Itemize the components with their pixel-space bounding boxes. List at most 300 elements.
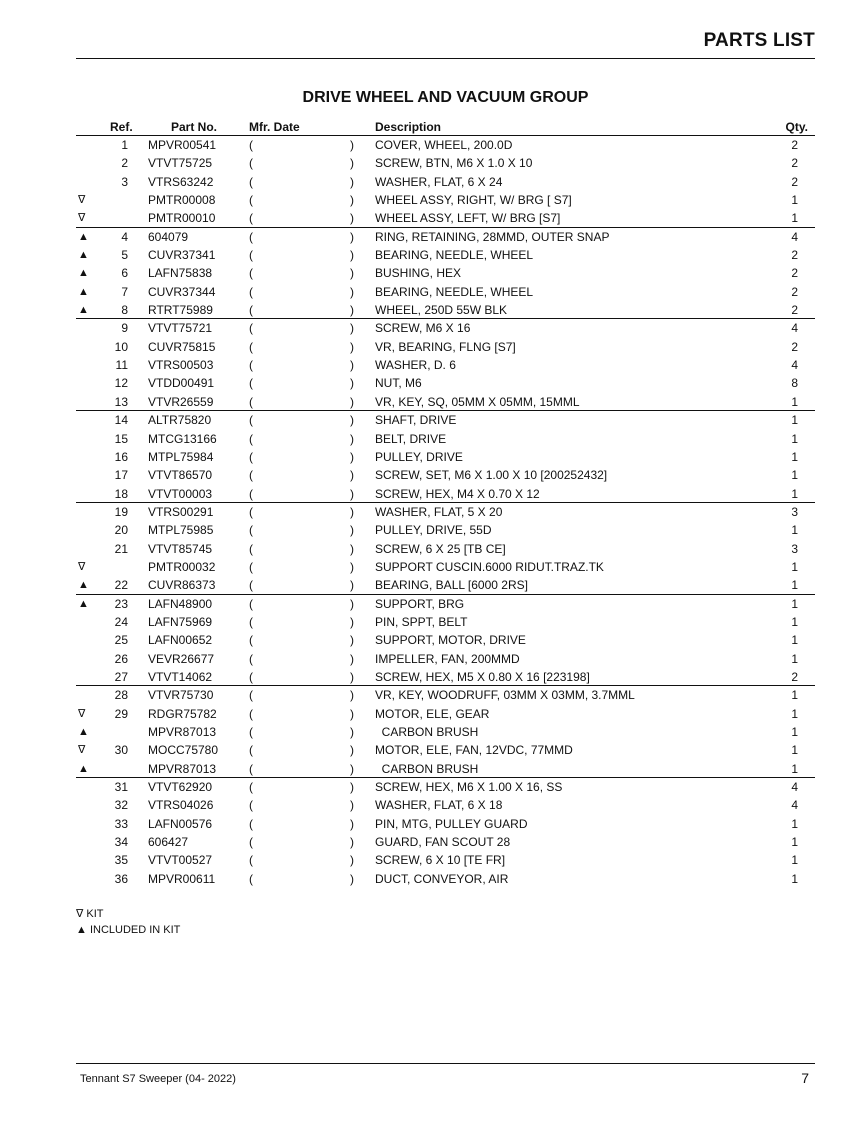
ref-number: 12 (114, 376, 128, 391)
ref-number: 13 (114, 394, 128, 409)
quantity: 1 (791, 614, 798, 629)
description: SCREW, M6 X 16 (375, 321, 471, 336)
mfr-date-close: ) (350, 339, 354, 354)
description: PIN, SPPT, BELT (375, 614, 468, 629)
kit-marker: ▲ (78, 304, 89, 317)
kit-marker: ▲ (78, 267, 89, 280)
description: WHEEL, 250D 55W BLK (375, 303, 508, 318)
table-row (76, 760, 815, 778)
part-number: VTRS63242 (148, 174, 214, 189)
mfr-date-open: ( (249, 541, 253, 556)
mfr-date-close: ) (350, 504, 354, 519)
mfr-date-close: ) (350, 614, 354, 629)
part-number: CUVR37344 (148, 284, 216, 299)
quantity: 1 (791, 486, 798, 501)
quantity: 2 (791, 138, 798, 152)
mfr-date-close: ) (350, 798, 354, 813)
mfr-date-open: ( (249, 211, 253, 226)
col-qty: Qty. (785, 120, 808, 134)
mfr-date-open: ( (249, 376, 253, 391)
mfr-date-close: ) (350, 761, 354, 776)
ref-number: 36 (114, 871, 128, 886)
mfr-date-open: ( (249, 559, 253, 574)
ref-number: 1 (121, 138, 128, 152)
kit-marker: ▲ (78, 230, 89, 243)
mfr-date-open: ( (249, 413, 253, 428)
ref-number: 4 (121, 229, 128, 244)
kit-marker: ▲ (78, 597, 89, 610)
mfr-date-close: ) (350, 358, 354, 373)
mfr-date-open: ( (249, 725, 253, 739)
mfr-date-close: ) (350, 468, 354, 483)
mfr-date-open: ( (249, 431, 253, 446)
description: BEARING, NEEDLE, WHEEL (375, 248, 534, 263)
table-row (76, 851, 815, 869)
table-row (76, 723, 815, 741)
description: RING, RETAINING, 28MMD, OUTER SNAP (375, 229, 610, 244)
quantity: 1 (791, 559, 798, 574)
mfr-date-open: ( (249, 468, 253, 483)
quantity: 2 (791, 248, 798, 263)
part-number: MPVR00611 (148, 871, 216, 886)
mfr-date-close: ) (350, 156, 354, 171)
mfr-date-open: ( (249, 321, 253, 336)
mfr-date-close: ) (350, 303, 354, 318)
part-number: MOCC75780 (148, 743, 219, 758)
quantity: 8 (791, 376, 798, 391)
description: BEARING, NEEDLE, WHEEL (375, 284, 534, 299)
table-row (76, 870, 815, 888)
table-row (76, 209, 815, 227)
quantity: 1 (791, 725, 798, 739)
legend-included-in-kit: ▲ INCLUDED IN KIT (76, 924, 181, 936)
table-row (76, 228, 815, 246)
part-number: CUVR75815 (148, 339, 216, 354)
description: VR, BEARING, FLNG [S7] (375, 339, 516, 354)
mfr-date-close: ) (350, 174, 354, 189)
part-number: MPVR87013 (148, 761, 217, 776)
part-number: VTVT75725 (148, 156, 213, 171)
quantity: 4 (791, 321, 798, 336)
header-rule (76, 58, 815, 59)
quantity: 2 (791, 669, 798, 684)
mfr-date-close: ) (350, 193, 354, 208)
description: WASHER, FLAT, 5 X 20 (375, 504, 503, 519)
quantity: 1 (791, 578, 798, 593)
description: DUCT, CONVEYOR, AIR (375, 871, 509, 886)
ref-number: 21 (114, 541, 128, 556)
mfr-date-close: ) (350, 321, 354, 336)
ref-number: 14 (114, 413, 128, 428)
part-number: PMTR00010 (148, 211, 216, 226)
ref-number: 17 (114, 468, 128, 483)
column-headers (76, 119, 815, 136)
quantity: 4 (791, 798, 798, 813)
ref-number: 6 (121, 266, 128, 281)
mfr-date-close: ) (350, 376, 354, 391)
mfr-date-open: ( (249, 248, 253, 263)
mfr-date-open: ( (249, 651, 253, 666)
mfr-date-close: ) (350, 394, 354, 409)
ref-number: 16 (114, 449, 128, 464)
description: SCREW, HEX, M5 X 0.80 X 16 [223198] (375, 669, 590, 684)
quantity: 3 (791, 504, 798, 519)
kit-marker: ∇ (78, 194, 86, 207)
ref-number: 5 (121, 248, 128, 263)
ref-number: 24 (114, 614, 128, 629)
quantity: 1 (791, 468, 798, 483)
quantity: 4 (791, 358, 798, 373)
mfr-date-close: ) (350, 633, 354, 648)
description: BELT, DRIVE (375, 431, 447, 446)
mfr-date-close: ) (350, 871, 354, 886)
mfr-date-close: ) (350, 743, 354, 758)
description: CARBON BRUSH (375, 761, 479, 776)
part-number: VTVT14062 (148, 669, 213, 684)
table-row (76, 411, 815, 429)
description: SCREW, 6 X 10 [TE FR] (375, 853, 506, 868)
table-row (76, 686, 815, 704)
part-number: VTVT75721 (148, 321, 213, 336)
ref-number: 10 (114, 339, 128, 354)
mfr-date-open: ( (249, 358, 253, 373)
ref-number: 3 (121, 174, 128, 189)
table-row (76, 796, 815, 814)
mfr-date-close: ) (350, 651, 354, 666)
ref-number: 7 (121, 284, 128, 299)
quantity: 1 (791, 706, 798, 721)
ref-number: 26 (114, 651, 128, 666)
ref-number: 32 (114, 798, 128, 813)
col-mfr-date: Mfr. Date (249, 120, 300, 134)
mfr-date-open: ( (249, 339, 253, 354)
part-number: VTVR26559 (148, 394, 214, 409)
mfr-date-close: ) (350, 431, 354, 446)
table-row (76, 301, 815, 319)
mfr-date-open: ( (249, 780, 253, 795)
table-row (76, 613, 815, 631)
part-number: RTRT75989 (148, 303, 213, 318)
quantity: 1 (791, 633, 798, 648)
table-row (76, 319, 815, 337)
description: WASHER, FLAT, 6 X 18 (375, 798, 503, 813)
mfr-date-open: ( (249, 835, 253, 850)
mfr-date-close: ) (350, 138, 354, 152)
page-number: 7 (801, 1070, 809, 1086)
part-number: MPVR00541 (148, 138, 217, 152)
table-row (76, 283, 815, 301)
mfr-date-open: ( (249, 156, 253, 171)
quantity: 1 (791, 413, 798, 428)
ref-number: 34 (114, 835, 128, 850)
mfr-date-open: ( (249, 394, 253, 409)
quantity: 1 (791, 871, 798, 886)
part-number: VTRS00503 (148, 358, 214, 373)
table-row (76, 521, 815, 539)
mfr-date-open: ( (249, 816, 253, 831)
quantity: 1 (791, 835, 798, 850)
part-number: VTVR75730 (148, 688, 214, 703)
mfr-date-open: ( (249, 486, 253, 501)
col-ref: Ref. (110, 120, 133, 134)
table-row (76, 778, 815, 796)
quantity: 2 (791, 266, 798, 281)
part-number: VTDD00491 (148, 376, 215, 391)
description: MOTOR, ELE, GEAR (375, 706, 490, 721)
description: SUPPORT, MOTOR, DRIVE (375, 633, 526, 648)
quantity: 1 (791, 743, 798, 758)
ref-number: 9 (121, 321, 128, 336)
quantity: 2 (791, 284, 798, 299)
ref-number: 23 (114, 596, 128, 611)
table-row (76, 815, 815, 833)
table-row (76, 576, 815, 594)
mfr-date-open: ( (249, 266, 253, 281)
quantity: 4 (791, 229, 798, 244)
mfr-date-open: ( (249, 578, 253, 593)
mfr-date-close: ) (350, 688, 354, 703)
table-row (76, 191, 815, 209)
table-row (76, 448, 815, 466)
part-number: VTVT00527 (148, 853, 213, 868)
mfr-date-close: ) (350, 229, 354, 244)
table-row (76, 173, 815, 191)
table-row (76, 503, 815, 521)
quantity: 4 (791, 780, 798, 795)
table-row (76, 374, 815, 392)
mfr-date-close: ) (350, 559, 354, 574)
mfr-date-close: ) (350, 284, 354, 299)
mfr-date-close: ) (350, 248, 354, 263)
table-row (76, 540, 815, 558)
quantity: 1 (791, 394, 798, 409)
mfr-date-open: ( (249, 174, 253, 189)
quantity: 1 (791, 193, 798, 208)
mfr-date-close: ) (350, 780, 354, 795)
part-number: MPVR87013 (148, 725, 217, 739)
quantity: 1 (791, 816, 798, 831)
description: COVER, WHEEL, 200.0D (375, 138, 513, 152)
table-row (76, 356, 815, 374)
description: WASHER, FLAT, 6 X 24 (375, 174, 503, 189)
ref-number: 35 (114, 853, 128, 868)
description: SUPPORT CUSCIN.6000 RIDUT.TRAZ.TK (375, 559, 604, 574)
description: BUSHING, HEX (375, 266, 462, 281)
part-number: MTPL75984 (148, 449, 214, 464)
legend-kit: ∇ KIT (76, 908, 104, 920)
mfr-date-close: ) (350, 706, 354, 721)
mfr-date-close: ) (350, 669, 354, 684)
description: PIN, MTG, PULLEY GUARD (375, 816, 528, 831)
ref-number: 33 (114, 816, 128, 831)
mfr-date-open: ( (249, 633, 253, 648)
mfr-date-close: ) (350, 835, 354, 850)
ref-number: 20 (114, 523, 128, 538)
quantity: 2 (791, 339, 798, 354)
mfr-date-open: ( (249, 706, 253, 721)
kit-marker: ∇ (78, 744, 86, 757)
quantity: 1 (791, 449, 798, 464)
quantity: 1 (791, 431, 798, 446)
mfr-date-close: ) (350, 725, 354, 739)
ref-number: 31 (114, 780, 128, 795)
mfr-date-open: ( (249, 853, 253, 868)
part-number: PMTR00008 (148, 193, 216, 208)
mfr-date-open: ( (249, 193, 253, 208)
mfr-date-open: ( (249, 798, 253, 813)
ref-number: 22 (114, 578, 128, 593)
kit-marker: ▲ (78, 726, 89, 738)
table-row (76, 430, 815, 448)
ref-number: 25 (114, 633, 128, 648)
footer-rule (76, 1063, 815, 1064)
description: VR, KEY, SQ, 05MM X 05MM, 15MML (375, 394, 580, 409)
mfr-date-close: ) (350, 578, 354, 593)
quantity: 1 (791, 211, 798, 226)
kit-marker: ∇ (78, 707, 86, 720)
mfr-date-close: ) (350, 449, 354, 464)
description: SUPPORT, BRG (375, 596, 465, 611)
ref-number: 18 (114, 486, 128, 501)
table-row (76, 705, 815, 723)
part-number: VTVT86570 (148, 468, 213, 483)
description: IMPELLER, FAN, 200MMD (375, 651, 520, 666)
ref-number: 27 (114, 669, 128, 684)
description: GUARD, FAN SCOUT 28 (375, 835, 511, 850)
mfr-date-open: ( (249, 743, 253, 758)
description: SCREW, 6 X 25 [TB CE] (375, 541, 506, 556)
description: BEARING, BALL [6000 2RS] (375, 578, 528, 593)
quantity: 3 (791, 541, 798, 556)
ref-number: 19 (114, 504, 128, 519)
mfr-date-open: ( (249, 871, 253, 886)
part-number: VEVR26677 (148, 651, 215, 666)
part-number: MTCG13166 (148, 431, 217, 446)
part-number: 606427 (148, 835, 189, 850)
description: WHEEL ASSY, RIGHT, W/ BRG [ S7] (375, 193, 572, 208)
quantity: 1 (791, 596, 798, 611)
kit-marker: ▲ (78, 579, 89, 592)
kit-marker: ▲ (78, 285, 89, 298)
part-number: 604079 (148, 229, 189, 244)
mfr-date-close: ) (350, 266, 354, 281)
part-number: LAFN75969 (148, 614, 213, 629)
part-number: CUVR37341 (148, 248, 216, 263)
mfr-date-open: ( (249, 761, 253, 776)
section-title: DRIVE WHEEL AND VACUUM GROUP (302, 89, 589, 106)
part-number: LAFN75838 (148, 266, 213, 281)
part-number: ALTR75820 (148, 413, 212, 428)
table-row (76, 264, 815, 282)
part-number: LAFN48900 (148, 596, 213, 611)
part-number: VTRS04026 (148, 798, 214, 813)
mfr-date-open: ( (249, 669, 253, 684)
mfr-date-close: ) (350, 523, 354, 538)
table-row (76, 136, 815, 154)
mfr-date-close: ) (350, 486, 354, 501)
description: WASHER, D. 6 (375, 358, 456, 373)
description: SCREW, HEX, M4 X 0.70 X 12 (375, 486, 540, 501)
kit-marker: ∇ (78, 212, 86, 225)
part-number: LAFN00576 (148, 816, 213, 831)
mfr-date-open: ( (249, 284, 253, 299)
table-row (76, 650, 815, 668)
parts-table (76, 136, 815, 888)
mfr-date-close: ) (350, 541, 354, 556)
kit-marker: ▲ (78, 762, 89, 775)
ref-number: 29 (114, 706, 128, 721)
mfr-date-open: ( (249, 504, 253, 519)
mfr-date-close: ) (350, 413, 354, 428)
quantity: 2 (791, 174, 798, 189)
description: SCREW, SET, M6 X 1.00 X 10 [200252432] (375, 468, 608, 483)
quantity: 1 (791, 651, 798, 666)
table-row (76, 154, 815, 172)
mfr-date-open: ( (249, 614, 253, 629)
mfr-date-open: ( (249, 449, 253, 464)
table-row (76, 338, 815, 356)
kit-marker: ▲ (78, 249, 89, 262)
quantity: 1 (791, 761, 798, 776)
page-header-title: PARTS LIST (703, 30, 815, 51)
description: PULLEY, DRIVE (375, 449, 463, 464)
table-row (76, 595, 815, 613)
mfr-date-close: ) (350, 596, 354, 611)
mfr-date-open: ( (249, 138, 253, 152)
mfr-date-open: ( (249, 688, 253, 703)
mfr-date-open: ( (249, 596, 253, 611)
quantity: 2 (791, 303, 798, 318)
table-row (76, 741, 815, 759)
part-number: RDGR75782 (148, 706, 217, 721)
part-number: CUVR86373 (148, 578, 216, 593)
kit-marker: ∇ (78, 560, 86, 573)
mfr-date-close: ) (350, 853, 354, 868)
footer-doc-title: Tennant S7 Sweeper (04- 2022) (80, 1073, 236, 1085)
table-row (76, 246, 815, 264)
description: CARBON BRUSH (375, 725, 479, 739)
description: MOTOR, ELE, FAN, 12VDC, 77MMD (375, 743, 573, 758)
table-row (76, 485, 815, 503)
col-description: Description (375, 120, 442, 134)
mfr-date-open: ( (249, 523, 253, 538)
quantity: 1 (791, 853, 798, 868)
ref-number: 11 (115, 358, 128, 373)
quantity: 1 (791, 688, 798, 703)
description: VR, KEY, WOODRUFF, 03MM X 03MM, 3.7MML (375, 688, 635, 703)
part-number: VTRS00291 (148, 504, 214, 519)
description: WHEEL ASSY, LEFT, W/ BRG [S7] (375, 211, 561, 226)
ref-number: 15 (114, 431, 128, 446)
ref-number: 2 (121, 156, 128, 171)
description: SCREW, BTN, M6 X 1.0 X 10 (375, 156, 533, 171)
part-number: MTPL75985 (148, 523, 214, 538)
quantity: 2 (791, 156, 798, 171)
mfr-date-close: ) (350, 816, 354, 831)
table-row (76, 631, 815, 649)
description: SHAFT, DRIVE (375, 413, 457, 428)
part-number: VTVT85745 (148, 541, 213, 556)
part-number: PMTR00032 (148, 559, 216, 574)
table-row (76, 466, 815, 484)
mfr-date-open: ( (249, 303, 253, 318)
table-row (76, 393, 815, 411)
table-row (76, 668, 815, 686)
description: SCREW, HEX, M6 X 1.00 X 16, SS (375, 780, 563, 795)
quantity: 1 (791, 523, 798, 538)
mfr-date-close: ) (350, 211, 354, 226)
ref-number: 30 (114, 743, 128, 758)
